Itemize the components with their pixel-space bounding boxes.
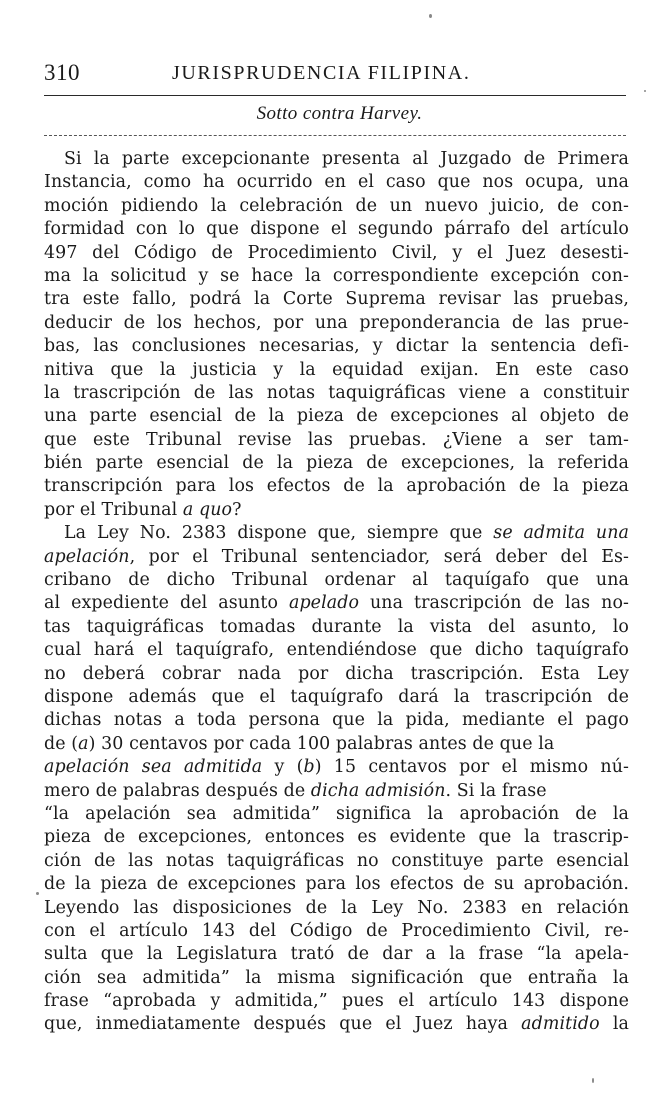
text-run: nitiva que la justicia y la equidad exijan. En este caso xyxy=(44,359,629,380)
text-line xyxy=(44,709,629,732)
text-line xyxy=(44,873,629,896)
text-line xyxy=(44,686,629,709)
text-run: tra este fallo, podrá la Corte Suprema revisar las pruebas, xyxy=(44,289,629,310)
text-run: que, inmediatamente después que el Juez haya xyxy=(44,1014,522,1035)
text-line xyxy=(44,780,629,803)
text-run: cribano de dicho Tribunal ordenar al taquígafo que una xyxy=(44,570,629,591)
text-run: ción de las notas taquigráficas no constituye parte esencial xyxy=(44,850,629,871)
text-line xyxy=(44,733,629,756)
text-run: ción sea admitida” la misma significación que entraña la xyxy=(44,967,629,988)
text-run: Leyendo las disposiciones de la Ley No. 2383 en relación xyxy=(44,897,629,918)
text-run: moción pidiendo la celebración de un nuevo juicio, de con- xyxy=(44,195,629,216)
text-line xyxy=(44,242,629,265)
text-line xyxy=(44,616,629,639)
text-line xyxy=(44,288,629,311)
text-run: al expediente del asunto xyxy=(44,593,289,614)
text-run: dispone además que el taquígrafo dará la trascripción de xyxy=(44,686,629,707)
header-rule xyxy=(44,95,626,96)
italic-text: se admita una xyxy=(493,523,629,544)
print-speck xyxy=(592,1078,594,1083)
text-run: bién parte esencial de la pieza de excepciones, la referida xyxy=(44,453,629,474)
text-run: Si la parte excepcionante presenta al Juzgado de Primera xyxy=(64,149,629,169)
case-title-rule xyxy=(44,135,626,136)
text-line xyxy=(44,546,629,569)
italic-text: a xyxy=(78,733,89,754)
text-line xyxy=(44,312,629,335)
text-run: la trascripción de las notas taquigráficas viene a constituir xyxy=(44,382,629,403)
text-run: sulta que la Legislatura trató de dar a la frase “la apela- xyxy=(44,944,629,965)
text-line xyxy=(44,990,629,1013)
print-speck xyxy=(429,14,432,18)
page-number: 310 xyxy=(44,60,80,85)
text-run: bas, las conclusiones necesarias, y dictar la sentencia defi- xyxy=(44,336,629,357)
text-run: formidad con lo que dispone el segundo párrafo del artículo xyxy=(44,219,629,240)
text-line xyxy=(44,405,629,428)
text-line xyxy=(44,756,629,779)
text-line xyxy=(44,897,629,920)
text-line xyxy=(44,265,629,288)
text-line xyxy=(44,967,629,990)
text-line xyxy=(44,335,629,358)
text-line xyxy=(44,522,629,545)
italic-text: b xyxy=(303,757,315,778)
text-line xyxy=(44,920,629,943)
text-run: . Si la frase xyxy=(445,780,547,801)
text-run: deducir de los hechos, por una preponderancia de las prue- xyxy=(44,312,629,333)
text-line xyxy=(44,569,629,592)
running-head xyxy=(44,60,629,92)
text-run: pieza de excepciones, entonces es evidente que la trascrip- xyxy=(44,827,629,848)
text-run: con el artículo 143 del Código de Procedimiento Civil, re- xyxy=(44,920,629,941)
italic-text: a quo xyxy=(182,499,233,520)
text-run: transcripción para los efectos de la aprobación de la pieza xyxy=(44,476,629,497)
text-run: ) 15 centavos por el mismo nú- xyxy=(314,757,629,778)
text-run: mero de palabras después de xyxy=(44,780,311,801)
text-run: 497 del Código de Procedimiento Civil, y el Juez desesti- xyxy=(44,242,629,263)
text-run: dichas notas a toda persona que la pida, mediante el pago xyxy=(44,710,629,731)
italic-text: admitido xyxy=(521,1014,600,1035)
text-run: ) 30 centavos por cada 100 palabras antes de que la xyxy=(88,733,555,754)
text-run: no deberá cobrar nada por dicha trascripción. Esta Ley xyxy=(44,663,629,684)
italic-text: apelación xyxy=(44,546,130,567)
text-run: de ( xyxy=(44,733,79,754)
text-run: cual hará el taquígrafo, entendiéndose que dicho taquígrafo xyxy=(44,640,629,661)
text-line xyxy=(44,382,629,405)
text-run: La Ley No. 2383 dispone que, siempre que xyxy=(64,523,494,544)
text-run: Instancia, como ha ocurrido en el caso que nos ocupa, una xyxy=(44,172,629,193)
text-line xyxy=(44,475,629,498)
italic-text: apelado xyxy=(288,593,360,614)
print-speck xyxy=(36,892,39,895)
text-line xyxy=(44,359,629,382)
text-run: ma la solicitud y se hace la correspondiente excepción con- xyxy=(44,265,629,286)
text-line xyxy=(44,826,629,849)
journal-title: JURISPRUDENCIA FILIPINA. xyxy=(172,62,471,84)
print-speck xyxy=(644,90,646,92)
case-title: Sotto contra Harvey. xyxy=(256,103,423,124)
text-run: “la apelación sea admitida” significa la aprobación de la xyxy=(44,803,629,824)
text-line xyxy=(44,499,629,522)
italic-text: apelación sea admitida xyxy=(44,757,263,778)
text-run: una parte esencial de la pieza de excepciones al objeto de xyxy=(44,406,629,427)
text-run: tas taquigráficas tomadas durante la vista del asunto, lo xyxy=(44,616,629,637)
text-line xyxy=(44,803,629,826)
text-run: y ( xyxy=(262,757,304,778)
text-line xyxy=(44,639,629,662)
text-run: frase “aprobada y admitida,” pues el artículo 143 dispone xyxy=(44,991,629,1012)
text-line xyxy=(44,148,629,171)
text-run: que este Tribunal revise las pruebas. ¿Viene a ser tam- xyxy=(44,429,629,450)
text-line xyxy=(44,195,629,218)
text-line xyxy=(44,218,629,241)
body-text xyxy=(44,148,629,1037)
text-run: de la pieza de excepciones para los efectos de su aprobación. xyxy=(44,874,629,895)
text-run: por el Tribunal xyxy=(44,499,183,520)
italic-text: dicha admisión xyxy=(310,780,446,801)
text-run: , por el Tribunal sentenciador, será deber del Es- xyxy=(129,546,629,567)
text-line xyxy=(44,171,629,194)
text-line xyxy=(44,1013,629,1036)
text-line xyxy=(44,850,629,873)
text-run: ? xyxy=(232,499,242,520)
text-line xyxy=(44,592,629,615)
text-run: la xyxy=(599,1014,629,1035)
text-run: una trascripción de las no- xyxy=(359,593,629,614)
text-line xyxy=(44,429,629,452)
text-line xyxy=(44,452,629,475)
text-line xyxy=(44,943,629,966)
text-line xyxy=(44,663,629,686)
